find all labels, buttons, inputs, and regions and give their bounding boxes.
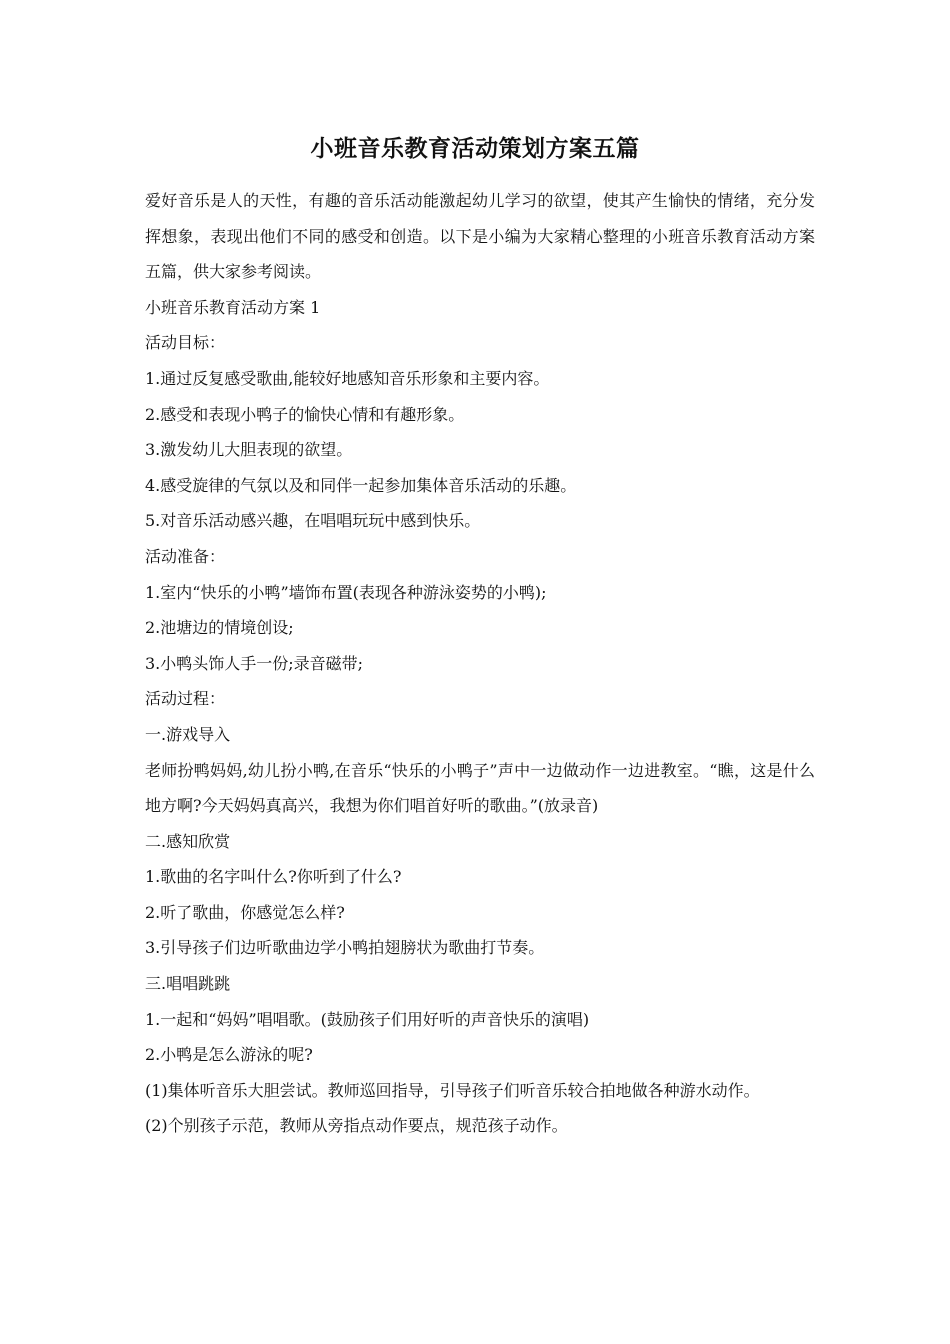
paragraph: 二.感知欣赏 [145, 831, 231, 851]
paragraph: 老师扮鸭妈妈,幼儿扮小鸭,在音乐“快乐的小鸭子”声中一边做动作一边进教室。“瞧，这是什么地方啊?今天妈妈真高兴，我想为你们唱首好听的歌曲。”(放录音) [145, 760, 815, 816]
paragraph: 3.引导孩子们边听歌曲边学小鸭拍翅膀状为歌曲打节奏。 [145, 938, 545, 958]
paragraph: 2.感受和表现小鸭子的愉快心情和有趣形象。 [145, 404, 465, 424]
paragraph: 1.通过反复感受歌曲,能较好地感知音乐形象和主要内容。 [145, 368, 550, 388]
paragraph: 5.对音乐活动感兴趣，在唱唱玩玩中感到快乐。 [145, 511, 481, 531]
paragraph: 1.室内“快乐的小鸭”墙饰布置(表现各种游泳姿势的小鸭); [145, 582, 547, 602]
document-title: 小班音乐教育活动策划方案五篇 [310, 135, 640, 162]
paragraph: 2.听了歌曲，你感觉怎么样? [145, 902, 345, 922]
paragraph: 3.激发幼儿大胆表现的欲望。 [145, 440, 353, 460]
paragraph: 2.池塘边的情境创设; [145, 618, 294, 638]
paragraph: 活动目标： [145, 333, 226, 353]
paragraph: 一.游戏导入 [145, 724, 231, 744]
paragraph: (1)集体听音乐大胆尝试。教师巡回指导，引导孩子们听音乐较合拍地做各种游水动作。 [145, 1080, 760, 1100]
paragraph: 4.感受旋律的气氛以及和同伴一起参加集体音乐活动的乐趣。 [145, 475, 577, 495]
paragraph: 活动过程： [145, 689, 226, 709]
document-body [145, 183, 815, 1144]
paragraph: 2.小鸭是怎么游泳的呢? [145, 1045, 313, 1065]
paragraph: 1.歌曲的名字叫什么?你听到了什么? [145, 867, 402, 887]
paragraph: 小班音乐教育活动方案 1 [145, 297, 321, 317]
paragraph: (2)个别孩子示范，教师从旁指点动作要点，规范孩子动作。 [145, 1116, 568, 1136]
paragraph: 1.一起和“妈妈”唱唱歌。(鼓励孩子们用好听的声音快乐的演唱) [145, 1009, 590, 1029]
paragraph: 活动准备： [145, 546, 226, 566]
paragraph: 爱好音乐是人的天性，有趣的音乐活动能激起幼儿学习的欲望，使其产生愉快的情绪，充分发挥想象，表现出他们不同的感受和创造。以下是小编为大家精心整理的小班音乐教育活动方案五篇，供大家参考阅读。 [145, 191, 815, 282]
paragraph: 三.唱唱跳跳 [145, 974, 231, 994]
paragraph: 3.小鸭头饰人手一份;录音磁带; [145, 653, 364, 673]
